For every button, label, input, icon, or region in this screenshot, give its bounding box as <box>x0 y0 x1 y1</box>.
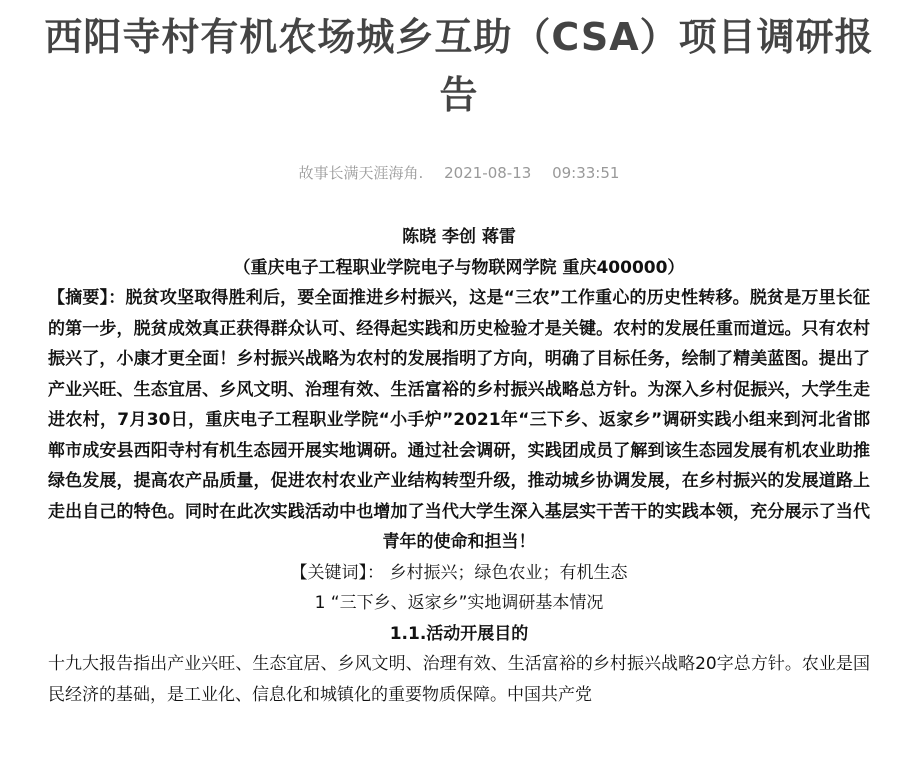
author-site[interactable]: 故事长满天涯海角. <box>298 164 424 182</box>
section-heading-1-1: 1.1.活动开展目的 <box>389 623 529 644</box>
publish-time: 09:33:51 <box>552 164 620 182</box>
article-title: 西阳寺村有机农场城乡互助（CSA）项目调研报告 <box>44 15 874 117</box>
article-abstract: 【摘要】：脱贫攻坚取得胜利后，要全面推进乡村振兴，这是“三农”工作重心的历史性转移。脱贫是万里长征的第一步，脱贫成效真正获得群众认可、经得起实践和历史检验才是关键。农村的发展任重而道远。只有农村振兴了，小康才更全面！乡村振兴战略为农村的发展指明了方向，明确了目标任务，绘制了精美蓝图。提出了产业兴旺、生态宜居、乡风文明、治理有效、生活富裕的乡村振兴战略总方针。为深入乡村促振兴，大学生走进农村，7月30日，重庆电子工程职业学院“小手炉”2021年“三下乡、返家乡”调研实践小组来到河北省邯郸市成安县西阳寺村有机生态园开展实地调研。通过社会调研，实践团成员了解到该生态园发展有机农业助推绿色发展，提高农产品质量，促进农村农业产业结构转型升级，推动城乡协调发展，在乡村振兴的发展道路上走出自己的特色。同时在此次实践活动中也增加了当代大学生深入基层实干苦干的实践本领，充分展示了当代青年的使命和担当！ <box>48 288 870 552</box>
publish-date: 2021-08-13 <box>444 164 532 182</box>
section-heading-1: 1 “三下乡、返家乡”实地调研基本情况 <box>314 593 604 613</box>
body-paragraph: 十九大报告指出产业兴旺、生态宜居、乡风文明、治理有效、生活富裕的乡村振兴战略20字总方针。农业是国民经济的基础，是工业化、信息化和城镇化的重要物质保障。中国共产党 <box>48 654 870 705</box>
article-affiliation: （重庆电子工程职业学院电子与物联网学院 重庆400000） <box>233 257 685 278</box>
article-content <box>0 222 918 710</box>
article-meta <box>0 162 918 184</box>
article-keywords: 【关键词】： 乡村振兴；绿色农业；有机生态 <box>290 562 628 583</box>
article-authors: 陈晓 李创 蒋雷 <box>402 227 516 247</box>
